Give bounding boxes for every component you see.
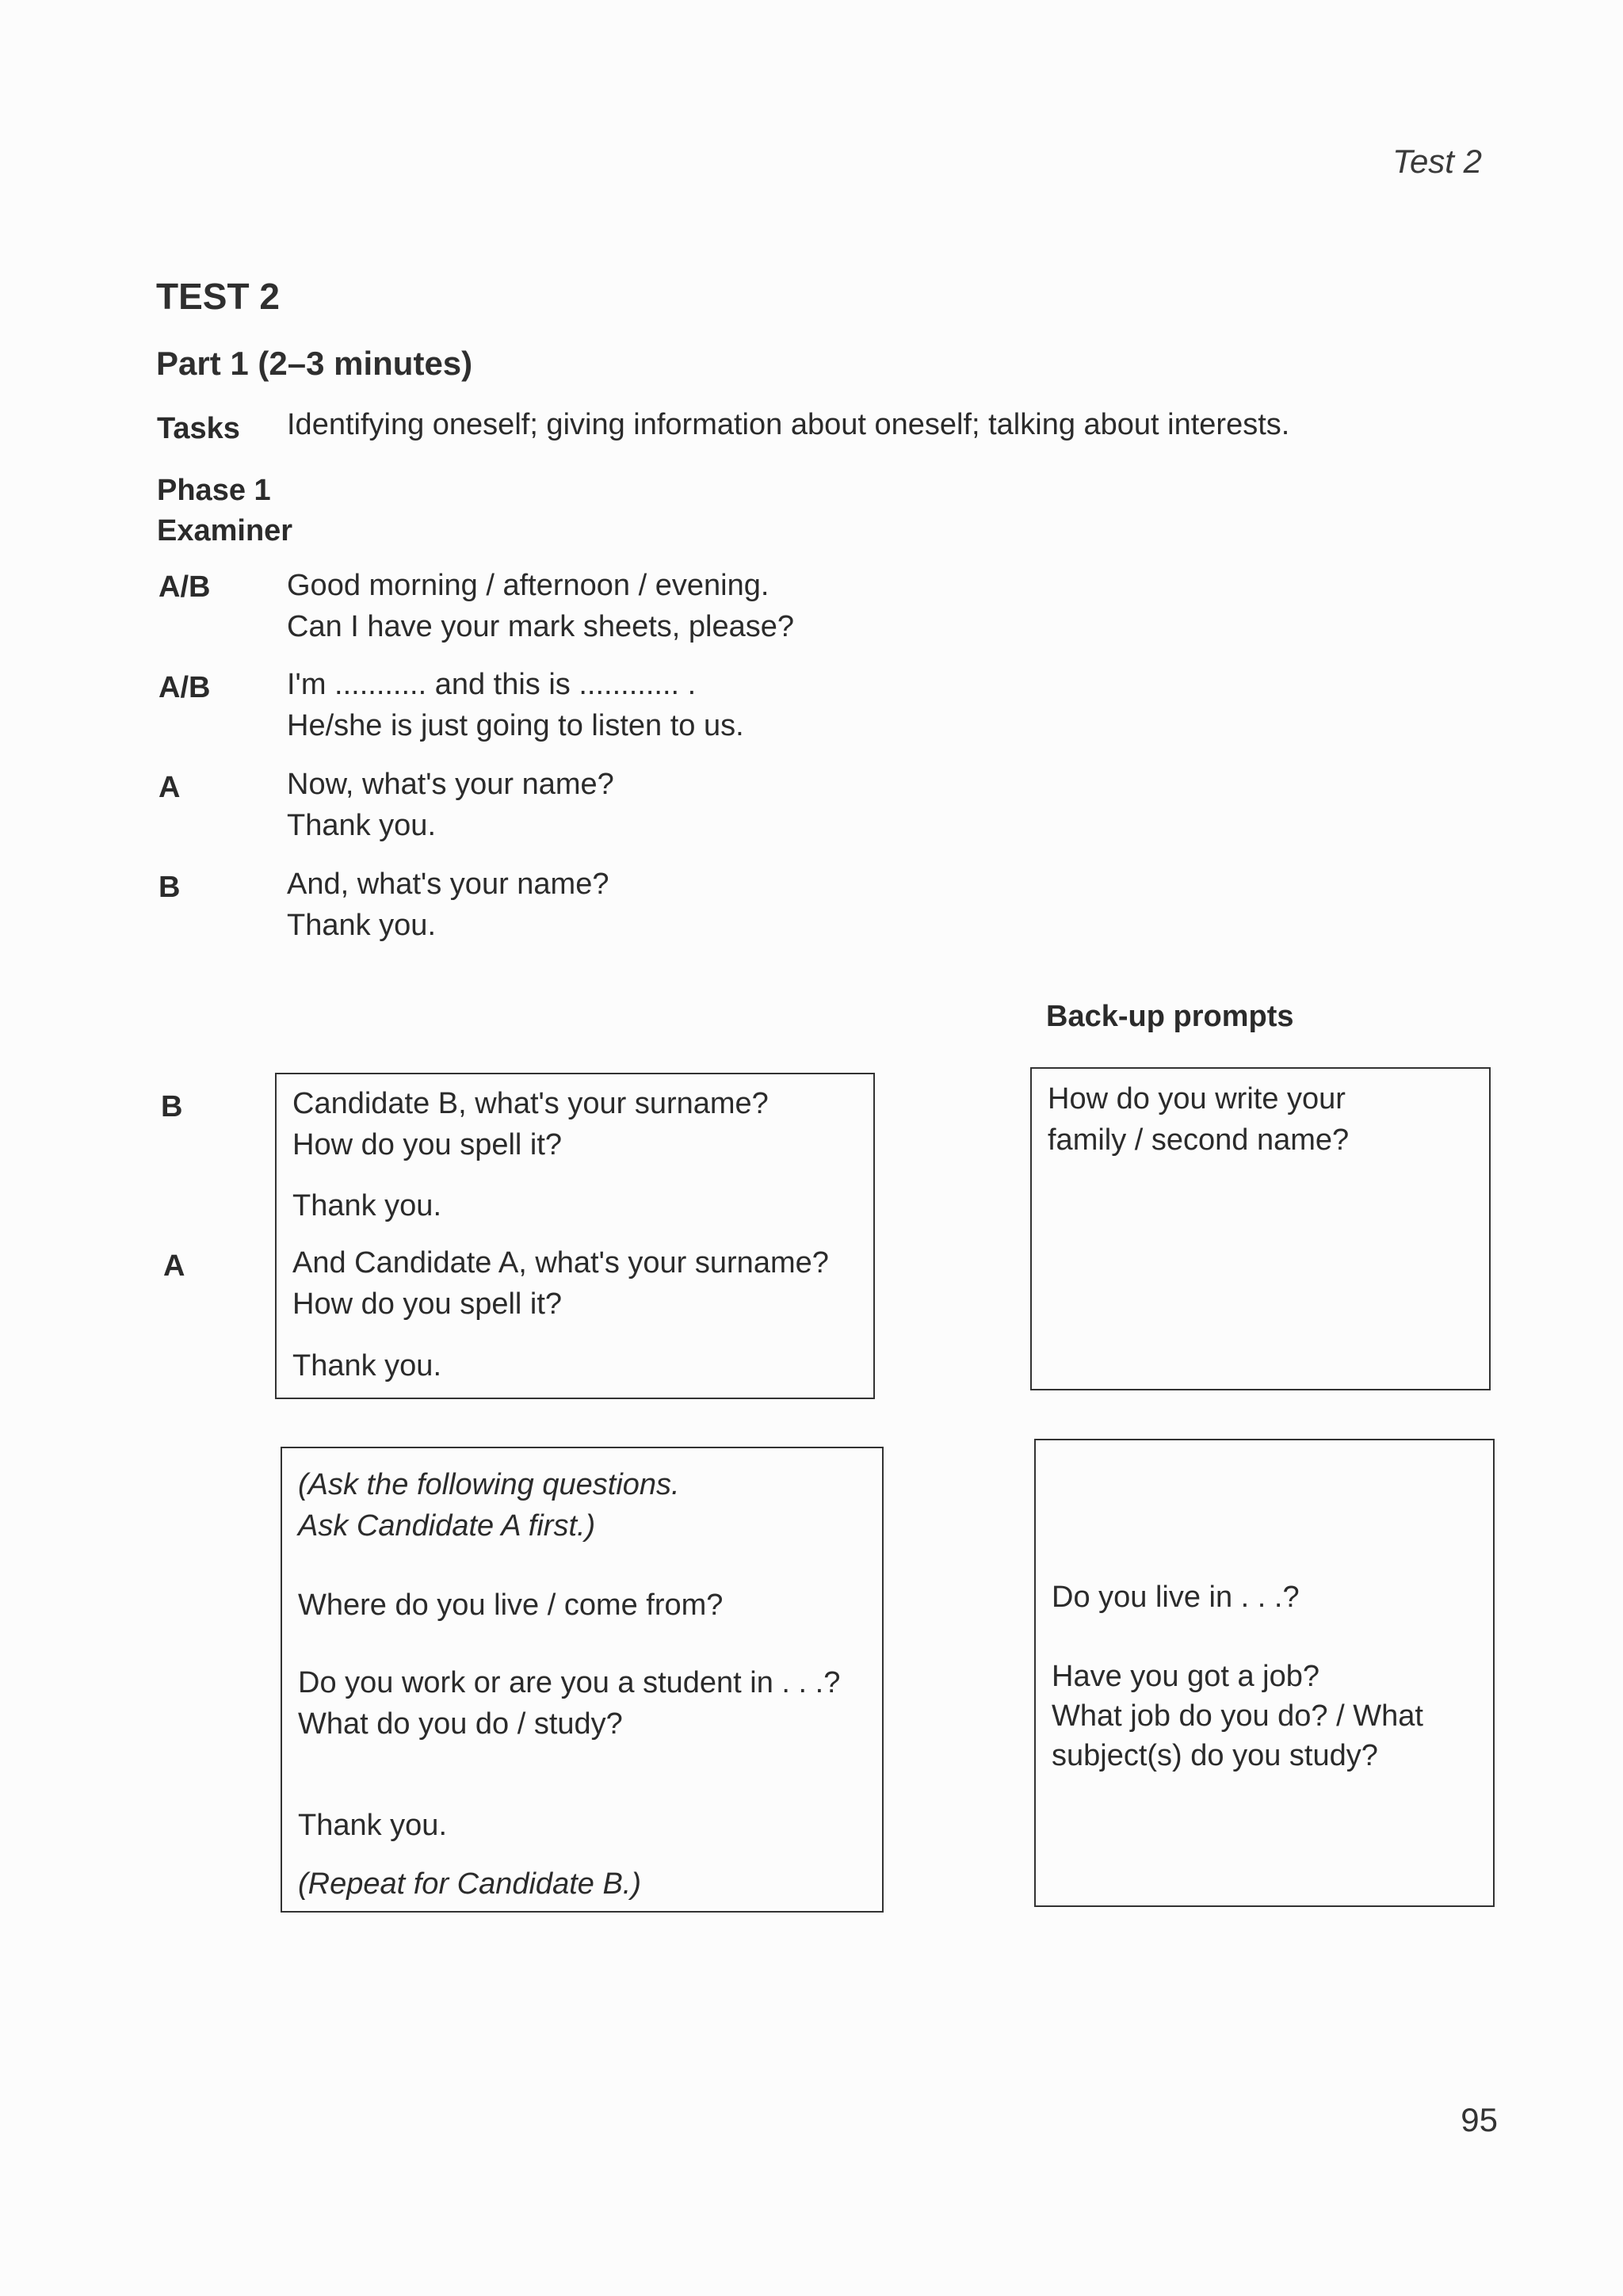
instruction-line: (Ask the following questions. — [298, 1468, 680, 1501]
box-line: What job do you do? / What — [1052, 1699, 1423, 1733]
speaker-label: B — [161, 1090, 183, 1123]
general-questions-box — [281, 1447, 884, 1913]
part-title: Part 1 (2–3 minutes) — [156, 345, 473, 382]
phase-heading — [157, 471, 292, 551]
repeat-instruction: (Repeat for Candidate B.) — [298, 1867, 642, 1901]
box-line: Have you got a job? — [1052, 1660, 1320, 1693]
box-line: Where do you live / come from? — [298, 1589, 724, 1622]
box-line: How do you spell it? — [292, 1287, 563, 1321]
box-line: What do you do / study? — [298, 1707, 623, 1741]
box-line: subject(s) do you study? — [1052, 1739, 1378, 1772]
speaker-label: A — [163, 1249, 185, 1283]
box-line: And Candidate A, what's your surname? — [292, 1246, 829, 1280]
turn-line: Thank you. — [287, 809, 436, 842]
box-line: Thank you. — [292, 1349, 441, 1383]
surname-questions-box — [275, 1073, 875, 1399]
backup-prompts-heading: Back-up prompts — [1046, 1000, 1294, 1033]
backup-prompt-box — [1030, 1067, 1491, 1390]
speaker-label: A — [158, 771, 181, 804]
speaker-label: A/B — [158, 570, 211, 604]
examiner-label: Examiner — [157, 514, 293, 547]
turn-line: And, what's your name? — [287, 868, 609, 901]
turn-line: Thank you. — [287, 909, 436, 942]
page-number: 95 — [1461, 2101, 1498, 2138]
box-line: Do you work or are you a student in . . .? — [298, 1666, 841, 1699]
box-line: Thank you. — [292, 1189, 441, 1222]
examiner-turn — [287, 864, 609, 946]
box-line: Do you live in . . .? — [1052, 1581, 1300, 1614]
tasks-text: Identifying oneself; giving information about oneself; talking about interests. — [287, 408, 1290, 441]
phase-label: Phase 1 — [157, 474, 271, 507]
box-line: Thank you. — [298, 1809, 447, 1842]
backup-prompt-box — [1034, 1439, 1495, 1907]
turn-line: He/she is just going to listen to us. — [287, 709, 744, 742]
examiner-turn — [287, 764, 614, 846]
tasks-label: Tasks — [157, 412, 240, 445]
speaker-label: A/B — [158, 671, 211, 704]
examiner-turn — [287, 664, 744, 746]
instruction-line: Ask Candidate A first.) — [298, 1509, 596, 1543]
box-line: Candidate B, what's your surname? — [292, 1087, 769, 1120]
turn-line: Can I have your mark sheets, please? — [287, 610, 795, 643]
running-head: Test 2 — [1392, 143, 1482, 180]
turn-line: Good morning / afternoon / evening. — [287, 569, 769, 602]
box-line: How do you write your — [1048, 1082, 1346, 1116]
box-line: family / second name? — [1048, 1123, 1350, 1157]
speaker-label: B — [158, 871, 181, 904]
box-line: How do you spell it? — [292, 1128, 563, 1161]
examiner-turn — [287, 565, 794, 647]
turn-line: I'm ........... and this is ............ . — [287, 668, 697, 701]
turn-line: Now, what's your name? — [287, 768, 614, 801]
test-title: TEST 2 — [156, 276, 280, 317]
